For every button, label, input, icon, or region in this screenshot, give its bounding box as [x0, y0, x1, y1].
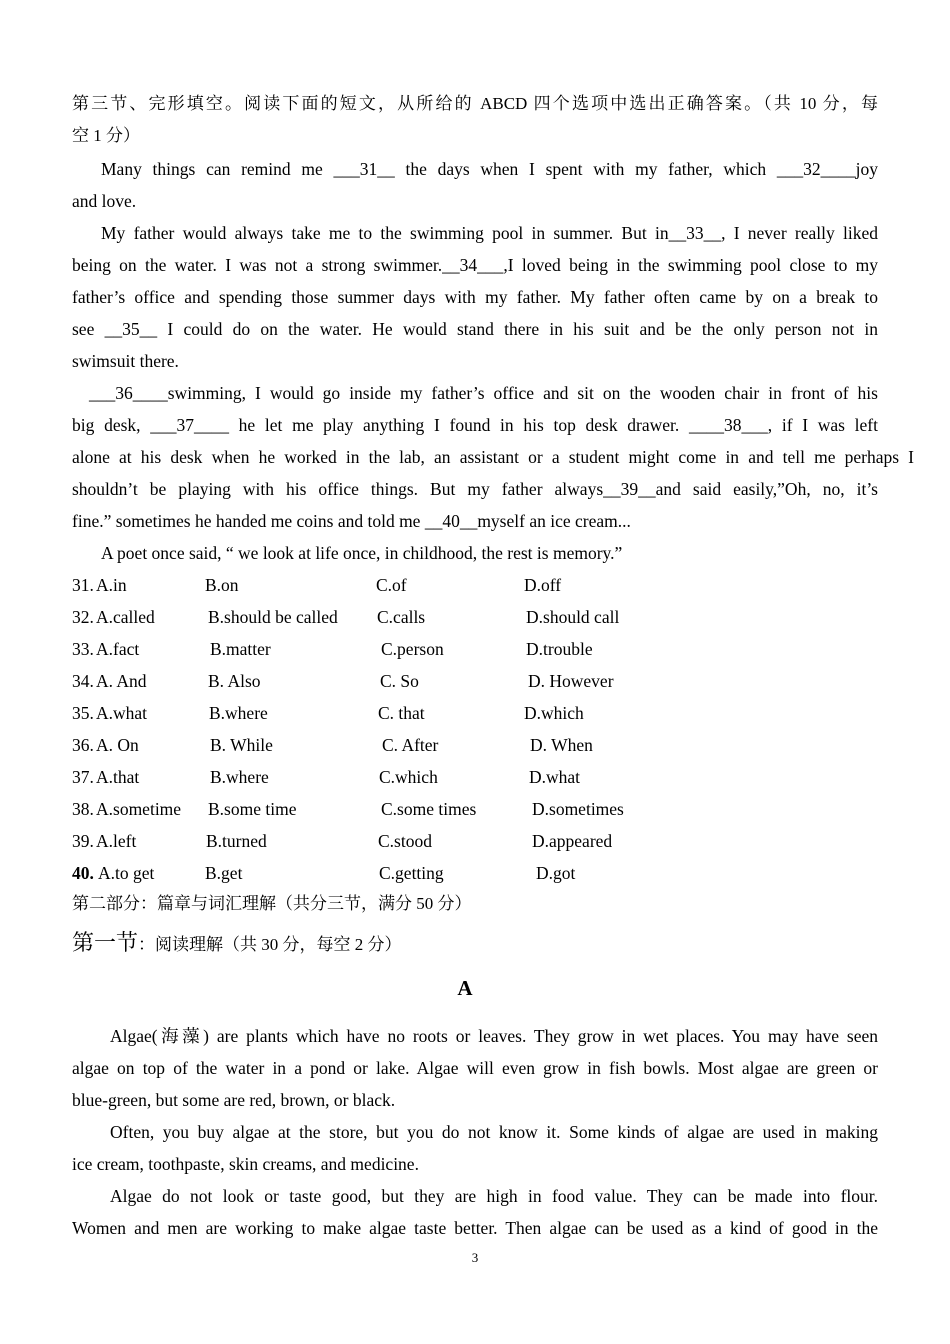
- option-c: C.getting: [379, 863, 444, 883]
- option-b: B.get: [205, 863, 243, 883]
- reading-line: Algae(海藻) are plants which have no roots or leaves. They grow in wet places. You may have seen: [110, 1026, 878, 1046]
- option-a: A.what: [96, 703, 148, 723]
- question-number: 34.: [72, 671, 94, 691]
- option-a: A.fact: [96, 639, 140, 659]
- passage-line: A poet once said, “ we look at life once, in childhood, the rest is memory.”: [101, 543, 623, 563]
- section1-heading: [72, 927, 878, 961]
- question-number: 31.: [72, 575, 94, 595]
- reading-line: ice cream, toothpaste, skin creams, and medicine.: [72, 1154, 419, 1174]
- reading-line: algae on top of the water in a pond or lake. Algae will even grow in fish bowls. Most algae are green or: [72, 1058, 878, 1078]
- option-c: C.which: [379, 767, 438, 787]
- section1-heading-rest: ：阅读理解（共 30 分，每空 2 分）: [138, 935, 402, 954]
- passage-line: see __35__ I could do on the water. He would stand there in his suit and be the only person not in: [72, 319, 878, 339]
- option-c: C.some times: [381, 799, 477, 819]
- option-d: D.appeared: [532, 831, 613, 851]
- question-number: 33.: [72, 639, 94, 659]
- option-d: D. However: [528, 671, 614, 691]
- option-a: A. And: [96, 671, 147, 691]
- option-d: D.trouble: [526, 639, 593, 659]
- option-a: A.called: [96, 607, 155, 627]
- section3-heading-line2: 空 1 分）: [72, 126, 140, 145]
- option-b: B.matter: [210, 639, 271, 659]
- option-d: D.off: [524, 575, 562, 595]
- passage-line: My father would always take me to the swimming pool in summer. But in__33__, I never really liked: [101, 223, 878, 243]
- option-b: B.where: [209, 703, 268, 723]
- passage-line: swimsuit there.: [72, 351, 179, 371]
- passage-line: and love.: [72, 191, 137, 211]
- option-b: B.should be called: [208, 607, 338, 627]
- option-d: D.sometimes: [532, 799, 624, 819]
- section1-heading-big: 第一节: [72, 930, 139, 955]
- part2-heading: 第二部分：篇章与词汇理解（共分三节，满分 50 分）: [72, 894, 472, 913]
- passage-line: father’s office and spending those summer days with my father. My father often came by on a break to: [72, 287, 878, 307]
- option-b: B. Also: [208, 671, 261, 691]
- passage-line: fine.” sometimes he handed me coins and told me __40__myself an ice cream...: [72, 511, 631, 531]
- option-b: B.turned: [206, 831, 267, 851]
- option-b: B.some time: [208, 799, 297, 819]
- option-c: C.person: [381, 639, 444, 659]
- passage-line: Many things can remind me ___31__ the days when I spent with my father, which ___32____joy: [101, 159, 878, 179]
- option-c: C. that: [378, 703, 425, 723]
- option-b: B.where: [210, 767, 269, 787]
- option-a: A. On: [96, 735, 139, 755]
- reading-line: Algae do not look or taste good, but they are high in food value. They can be made into flour.: [110, 1186, 878, 1206]
- reading-line: Often, you buy algae at the store, but you do not know it. Some kinds of algae are used in making: [110, 1122, 878, 1142]
- question-number: 36.: [72, 735, 94, 755]
- question-number: 32.: [72, 607, 94, 627]
- reading-line: blue-green, but some are red, brown, or black.: [72, 1090, 396, 1110]
- passage-line: alone at his desk when he worked in the lab, an assistant or a student might come in and tell me perhaps I: [72, 447, 914, 467]
- question-number: 38.: [72, 799, 94, 819]
- page-number: 3: [471, 1250, 479, 1265]
- reading-line: Women and men are working to make algae taste better. Then algae can be used as a kind of good in the: [72, 1218, 878, 1238]
- option-a: A.in: [96, 575, 127, 595]
- question-number: 40.: [72, 863, 94, 883]
- passage-line: shouldn’t be playing with his office things. But my father always__39__and said easily,”Oh, no, it’s: [72, 479, 878, 499]
- option-a: A.that: [96, 767, 140, 787]
- question-number: 37.: [72, 767, 94, 787]
- option-d: D.got: [536, 863, 576, 883]
- option-a: A.to get: [98, 863, 155, 883]
- option-c: C.of: [376, 575, 407, 595]
- passage-line: ___36____swimming, I would go inside my father’s office and sit on the wooden chair in front of his: [89, 383, 878, 403]
- question-number: 35.: [72, 703, 94, 723]
- option-c: C. After: [382, 735, 439, 755]
- passage-line: being on the water. I was not a strong swimmer.__34___,I loved being in the swimming pool close to my: [72, 255, 878, 275]
- option-b: B.on: [205, 575, 239, 595]
- section3-heading-line1: 第三节、完形填空。阅读下面的短文，从所给的 ABCD 四个选项中选出正确答案。（共 10 分，每: [72, 94, 878, 113]
- passage-line: big desk, ___37____ he let me play anything I found in his top desk drawer. ____38___, if I was left: [72, 415, 878, 435]
- option-d: D.should call: [526, 607, 620, 627]
- option-a: A.sometime: [96, 799, 182, 819]
- option-b: B. While: [210, 735, 273, 755]
- question-number: 39.: [72, 831, 94, 851]
- reading-a-title: A: [457, 976, 473, 1000]
- option-c: C.stood: [378, 831, 432, 851]
- option-c: C.calls: [377, 607, 426, 627]
- option-d: D.which: [524, 703, 584, 723]
- option-c: C. So: [380, 671, 419, 691]
- option-a: A.left: [96, 831, 137, 851]
- option-d: D. When: [530, 735, 593, 755]
- option-d: D.what: [529, 767, 581, 787]
